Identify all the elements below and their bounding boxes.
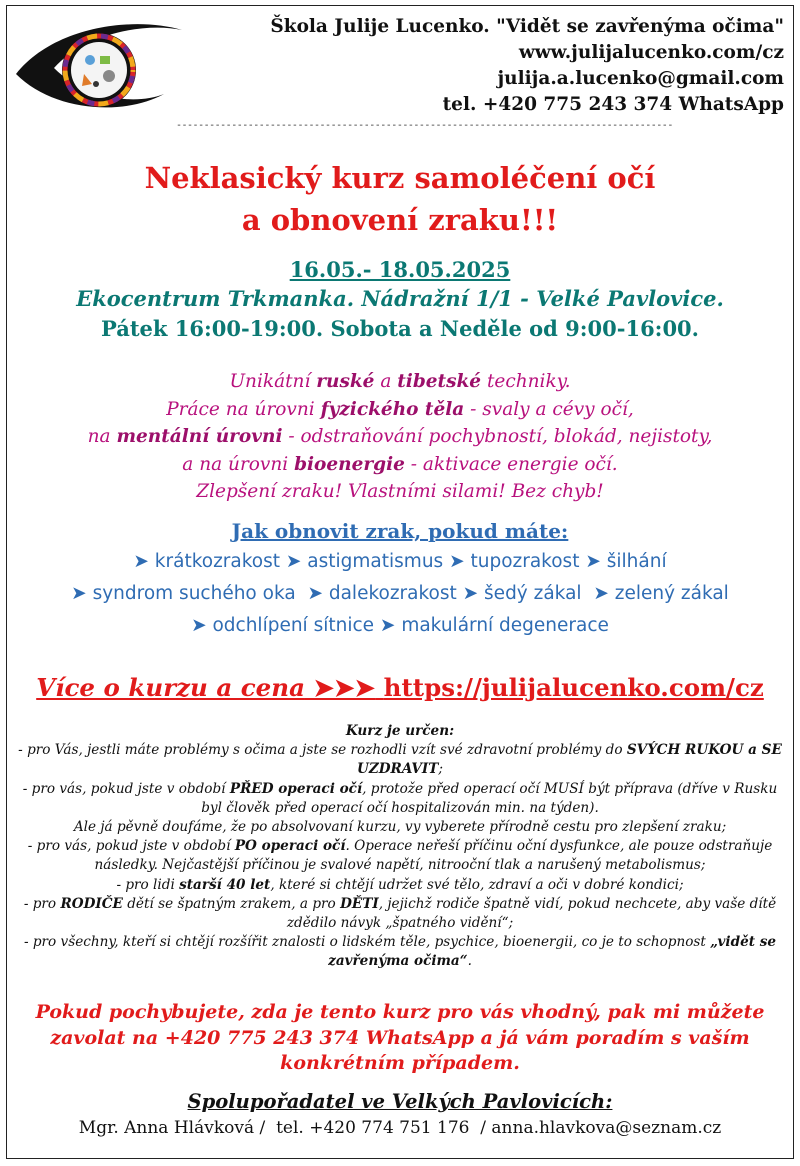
coorganizer-name: Mgr. Anna Hlávková / (78, 1118, 266, 1138)
event-venue: Ekocentrum Trkmanka. Nádražní 1/1 - Velké Pavlovice. (76, 286, 724, 311)
title-line-1: Neklasický kurz samoléčení očí (144, 161, 656, 195)
arrow-icon: ➤ (379, 615, 396, 636)
coorganizer-heading: Spolupořadatel ve Velkých Pavlovicích: (187, 1090, 613, 1113)
condition-item: makulární degenerace (401, 615, 609, 636)
title-line-2: a obnovení zraku!!! (241, 203, 559, 237)
conditions-row-1 (0, 547, 800, 577)
arrow-icon: ➤ (593, 583, 609, 604)
page-title (0, 157, 800, 241)
arrow-icon: ➤ (449, 551, 465, 572)
contact-invitation: Pokud pochybujete, zda je tento kurz pro vás vhodný, pak mi můžete zavolat na +420 775 243 374 WhatsApp a já vám poradím s vaším konkrétním případem. (35, 1001, 765, 1074)
intended-item: - pro vás, pokud jste v období PO operaci očí. Operace neřeší příčinu oční dysfunkce, ale pouze odstraňuje následky. Nejčastější příčinou je svalové napětí, nitrooční tlak a narušený metabolismus; (27, 838, 773, 874)
condition-item: tupozrakost (470, 551, 580, 572)
coorganizer-phone[interactable]: tel. +420 774 751 176 (265, 1118, 470, 1138)
condition-item: syndrom suchého oka (92, 583, 296, 604)
more-info-label: Více o kurzu a cena (36, 673, 305, 702)
arrow-icon: ➤ (285, 551, 302, 572)
intended-audience (14, 722, 786, 972)
arrow-icon: ➤ (191, 615, 207, 636)
school-phone: tel. +420 775 243 374 WhatsApp (442, 94, 784, 115)
intended-item: Ale já pěvně doufáme, že po absolvovaní kurzu, vy vyberete přírodně cestu pro zlepšení zraku; (73, 819, 727, 836)
intended-item: - pro RODIČE dětí se špatným zrakem, a pro DĚTI, jejichž rodiče špatně vidí, pokud nechcete, aby vaše dítě zdědilo návyk „špatného vidění“; (23, 895, 777, 932)
intended-heading: Kurz je určen: (345, 723, 455, 739)
event-times: Pátek 16:00-19:00. Sobota a Neděle od 9:00-16:00. (101, 316, 699, 341)
arrow-icon: ➤ (71, 583, 87, 604)
header-separator: ------------------------------------------------------------------------------------------ (176, 120, 673, 131)
school-email-link[interactable]: julija.a.lucenko@gmail.com (497, 68, 784, 89)
coorganizer-email[interactable]: / anna.hlavkova@seznam.cz (469, 1118, 722, 1138)
condition-item: šedý zákal (484, 583, 582, 604)
arrow-icon: ➤ (462, 583, 479, 604)
conditions-row-3 (0, 611, 800, 641)
school-header (270, 14, 784, 118)
arrow-icon: ➤ (307, 583, 323, 604)
conditions-heading: Jak obnovit zrak, pokud máte: (231, 519, 569, 543)
intended-item: - pro lidi starší 40 let, které si chtějí udržet své tělo, zdraví a oči v dobré kondici; (116, 876, 684, 893)
condition-item: astigmatismus (307, 551, 444, 572)
conditions-row-2 (0, 579, 800, 609)
techniques-line-1: Unikátní ruské a tibetské techniky. (229, 371, 571, 392)
course-url[interactable]: https://julijalucenko.com/cz (383, 673, 764, 702)
school-website-link[interactable]: www.julijalucenko.com/cz (518, 42, 784, 63)
more-info-link[interactable] (0, 672, 800, 704)
techniques-line-2: Práce na úrovni fyzického těla - svaly a cévy očí, (166, 398, 634, 420)
intended-item: - pro vás, pokud jste v období PŘED operaci očí, protože před operací očí MUSÍ být příprava (dříve v Rusku byl člověk před operací očí hospitalizován min. na týden). (22, 780, 778, 816)
school-logo-eye-icon (14, 16, 184, 116)
condition-item: šilhání (606, 551, 667, 572)
intended-item: - pro všechny, kteří si chtějí rozšířit znalosti o lidském těle, psychice, bioenergii, co je to schopnost „vidět se zavřenýma očima“. (23, 934, 777, 970)
arrow-icon: ➤ (585, 551, 601, 572)
condition-item: odchlípení sítnice (212, 615, 375, 636)
triple-arrow-icon: ➤➤➤ (313, 673, 376, 702)
intended-item: - pro Vás, jestli máte problémy s očima a jste se rozhodli vzít své zdravotní problémy do SVÝCH RUKOU a SE UZDRAVIT; (18, 742, 782, 778)
condition-item: krátkozrakost (154, 551, 280, 572)
school-name: Škola Julije Lucenko. "Vidět se zavřenýma očima" (270, 16, 784, 37)
event-dates: 16.05.- 18.05.2025 (289, 257, 511, 282)
techniques-line-3: na mentální úrovni - odstraňování pochybností, blokád, nejistoty, (87, 426, 713, 447)
coorganizer-contact (0, 1115, 800, 1141)
techniques-line-5: Zlepšení zraku! Vlastními silami! Bez chyb! (196, 481, 604, 502)
techniques-line-4: a na úrovni bioenergie - aktivace energie očí. (182, 453, 618, 475)
condition-item: zelený zákal (614, 583, 729, 604)
condition-item: dalekozrakost (328, 583, 457, 604)
techniques-description (0, 368, 800, 506)
arrow-icon: ➤ (133, 551, 149, 572)
